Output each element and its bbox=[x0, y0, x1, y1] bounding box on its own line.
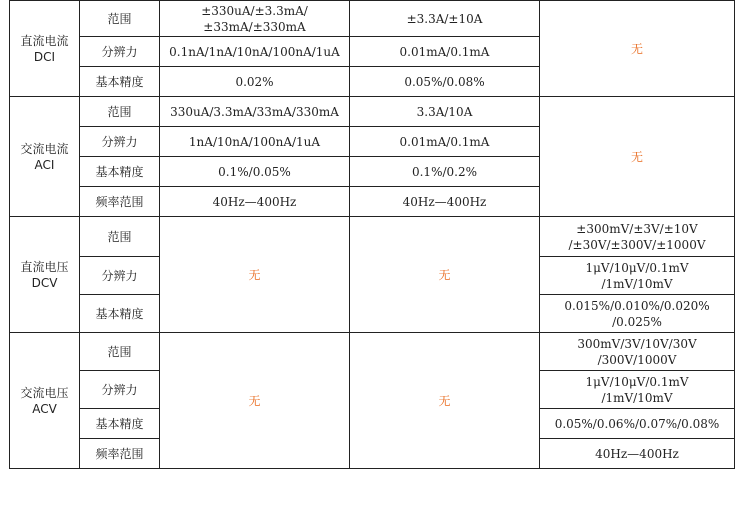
section-name-cn: 交流电压 bbox=[20, 385, 69, 400]
none-cell: 无 bbox=[160, 217, 350, 333]
param-label: 分辨力 bbox=[80, 127, 160, 157]
value-cell: 40Hz—400Hz bbox=[160, 187, 350, 217]
value-cell: 40Hz—400Hz bbox=[350, 187, 540, 217]
none-cell: 无 bbox=[540, 1, 735, 97]
value-cell bbox=[540, 295, 735, 333]
param-label: 分辨力 bbox=[80, 371, 160, 409]
value-cell bbox=[540, 257, 735, 295]
value-cell: 0.05%/0.08% bbox=[350, 67, 540, 97]
section-name-en: ACI bbox=[34, 157, 55, 172]
none-cell: 无 bbox=[350, 217, 540, 333]
value-cell: 0.1%/0.2% bbox=[350, 157, 540, 187]
table-row bbox=[10, 97, 735, 127]
param-label: 基本精度 bbox=[80, 295, 160, 333]
value-cell: 0.01mA/0.1mA bbox=[350, 127, 540, 157]
value-line: 1μV/10μV/0.1mV bbox=[585, 374, 689, 389]
value-line: ±33mA/±330mA bbox=[203, 19, 306, 34]
param-label: 范围 bbox=[80, 217, 160, 257]
section-name-en: ACV bbox=[32, 401, 57, 416]
value-cell: 0.1nA/1nA/10nA/100nA/1uA bbox=[160, 37, 350, 67]
param-label: 范围 bbox=[80, 97, 160, 127]
section-name-cn: 交流电流 bbox=[20, 141, 69, 156]
value-cell bbox=[540, 217, 735, 257]
value-line: 300mV/3V/10V/30V bbox=[577, 336, 697, 351]
value-cell bbox=[540, 371, 735, 409]
value-line: /1mV/10mV bbox=[601, 390, 673, 405]
param-label: 分辨力 bbox=[80, 257, 160, 295]
table-row bbox=[10, 1, 735, 37]
section-label-acv bbox=[10, 333, 80, 469]
none-cell: 无 bbox=[540, 97, 735, 217]
section-label-dci bbox=[10, 1, 80, 97]
none-cell: 无 bbox=[350, 333, 540, 469]
value-line: ±300mV/±3V/±10V bbox=[576, 221, 698, 236]
section-name-cn: 直流电压 bbox=[20, 259, 69, 274]
value-cell: ±3.3A/±10A bbox=[350, 1, 540, 37]
value-cell: 0.01mA/0.1mA bbox=[350, 37, 540, 67]
value-line: 0.015%/0.010%/0.020% bbox=[564, 298, 710, 313]
value-line: /±30V/±300V/±1000V bbox=[568, 237, 706, 252]
param-label: 基本精度 bbox=[80, 157, 160, 187]
value-line: ±330uA/±3.3mA/ bbox=[201, 3, 308, 18]
value-line: /300V/1000V bbox=[597, 352, 677, 367]
value-cell bbox=[160, 1, 350, 37]
section-label-dcv bbox=[10, 217, 80, 333]
param-label: 频率范围 bbox=[80, 439, 160, 469]
section-label-aci bbox=[10, 97, 80, 217]
value-cell: 40Hz—400Hz bbox=[540, 439, 735, 469]
param-label: 基本精度 bbox=[80, 409, 160, 439]
param-label: 基本精度 bbox=[80, 67, 160, 97]
value-cell: 0.05%/0.06%/0.07%/0.08% bbox=[540, 409, 735, 439]
value-cell: 3.3A/10A bbox=[350, 97, 540, 127]
none-cell: 无 bbox=[160, 333, 350, 469]
param-label: 分辨力 bbox=[80, 37, 160, 67]
section-name-en: DCI bbox=[33, 49, 56, 64]
value-cell: 1nA/10nA/100nA/1uA bbox=[160, 127, 350, 157]
value-cell bbox=[540, 333, 735, 371]
value-cell: 0.1%/0.05% bbox=[160, 157, 350, 187]
spec-table bbox=[9, 0, 735, 469]
value-line: /1mV/10mV bbox=[601, 276, 673, 291]
value-cell: 330uA/3.3mA/33mA/330mA bbox=[160, 97, 350, 127]
param-label: 频率范围 bbox=[80, 187, 160, 217]
section-name-en: DCV bbox=[31, 275, 58, 290]
table-row bbox=[10, 217, 735, 257]
param-label: 范围 bbox=[80, 1, 160, 37]
table-row bbox=[10, 333, 735, 371]
value-cell: 0.02% bbox=[160, 67, 350, 97]
value-line: 1μV/10μV/0.1mV bbox=[585, 260, 689, 275]
value-line: /0.025% bbox=[612, 314, 662, 329]
section-name-cn: 直流电流 bbox=[20, 33, 69, 48]
param-label: 范围 bbox=[80, 333, 160, 371]
